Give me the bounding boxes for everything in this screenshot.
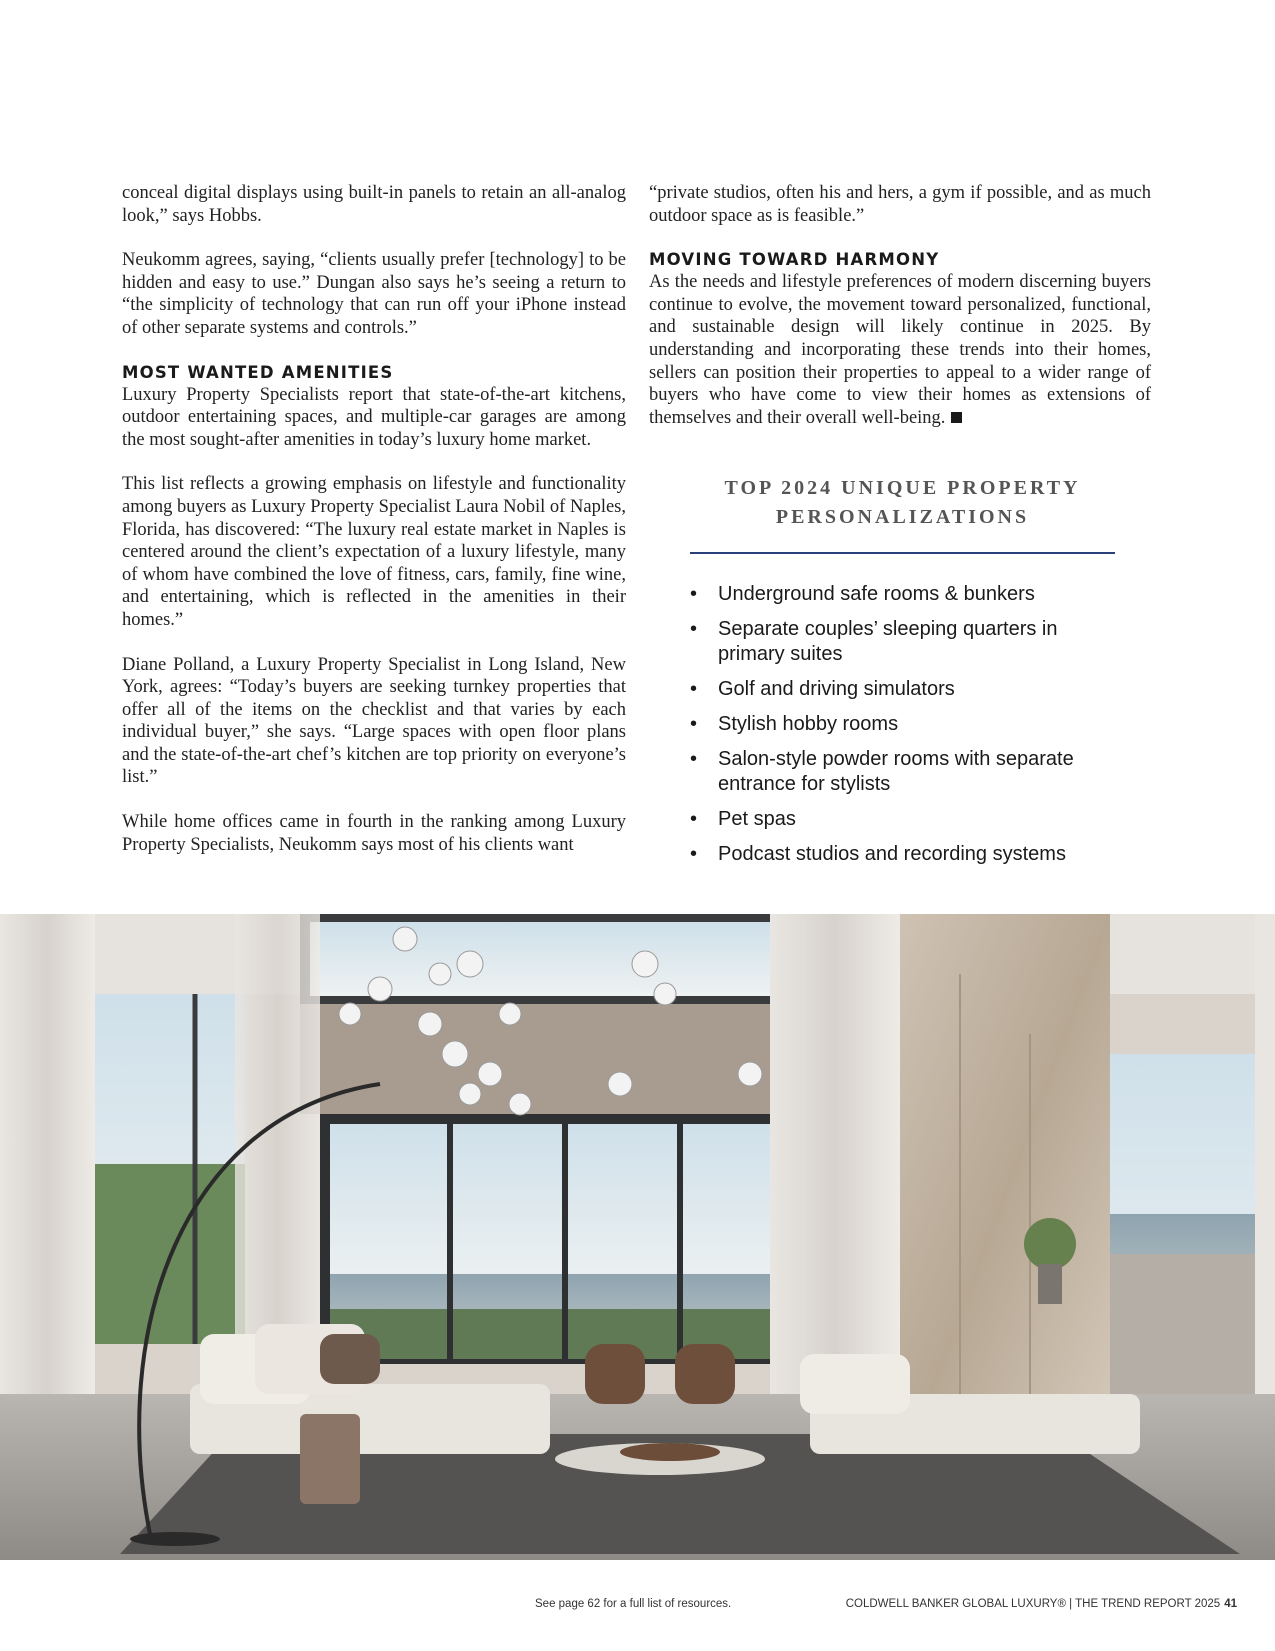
body-paragraph: “private studios, often his and hers, a gym if possible, and as much outdoor space as is feasible.” [649,183,1151,226]
page-number: 41 [1224,1598,1237,1610]
body-paragraph: While home offices came in fourth in the ranking among Luxury Property Specialists, Neukomm says most of his clients want [122,812,626,855]
left-column [122,182,626,856]
list-item: • Golf and driving simulators [690,677,1115,702]
section-heading-amenities: MOST WANTED AMENITIES [122,362,394,382]
body-paragraph: Neukomm agrees, saying, “clients usually prefer [technology] to be hidden and easy to use.” Dungan also says he’s seeing a return to “the simplicity of technology that can run off your iPhone instead of other separate systems and controls.” [122,250,626,338]
body-paragraph: Diane Polland, a Luxury Property Specialist in Long Island, New York, agrees: “Today’s buyers are seeking turnkey properties that offer all of the items on the checklist and that varies by each individual buyer,” she says. “Large spaces with open floor plans and the state-of-the-art chef’s kitchen are top priority on everyone’s list.” [122,654,626,788]
list-item: • Underground safe rooms & bunkers [690,582,1115,607]
section-heading-harmony: MOVING TOWARD HARMONY [649,250,940,270]
body-paragraph [649,271,1151,429]
personalizations-list [690,582,1115,867]
sidebar-divider [690,552,1115,554]
end-mark-icon [951,412,962,423]
living-room-illustration [0,914,1275,1560]
footer-brand [846,1598,1237,1610]
list-item: • Salon-style powder rooms with separate entrance for stylists [690,747,1115,797]
living-room-photo [0,914,1275,1560]
sidebar-title-line1: TOP 2024 UNIQUE PROPERTY [724,477,1081,499]
footer-resources-note: See page 62 for a full list of resources. [535,1598,732,1610]
right-column [649,182,1151,429]
sidebar-title [690,474,1115,532]
footer-brand-text: COLDWELL BANKER GLOBAL LUXURY® | THE TREND REPORT 2025 [845,1598,1221,1610]
sidebar-title-line2: PERSONALIZATIONS [775,506,1030,528]
list-item: • Stylish hobby rooms [690,712,1115,737]
body-paragraph: This list reflects a growing emphasis on lifestyle and functionality among buyers as Luxury Property Specialist Laura Nobil of Naples, Florida, has discovered: “The luxury real estate market in Naples is centered around the client’s expectation of a luxury lifestyle, many of whom have combined the love of fitness, cars, family, fine wine, and entertaining, which is reflected in the amenities in their homes.” [122,474,626,630]
personalizations-sidebar [690,474,1115,877]
body-paragraph: conceal digital displays using built-in panels to retain an all-analog look,” says Hobbs. [122,183,626,226]
list-item: • Podcast studios and recording systems [690,842,1115,867]
body-paragraph: Luxury Property Specialists report that state-of-the-art kitchens, outdoor entertaining spaces, and multiple-car garages are among the most sought-after amenities in today’s luxury home market. [122,384,626,450]
harmony-text: As the needs and lifestyle preferences of modern discerning buyers continue to evolve, the movement toward personalized, functional, and sustainable design will likely continue in 2025. By understanding and incorporating these trends into their homes, sellers can position their properties to appeal to a wider range of buyers who have come to view their homes as extensions of themselves and their overall well-being. [649,272,1151,428]
list-item: • Separate couples’ sleeping quarters in primary suites [690,617,1115,667]
list-item: • Pet spas [690,807,1115,832]
